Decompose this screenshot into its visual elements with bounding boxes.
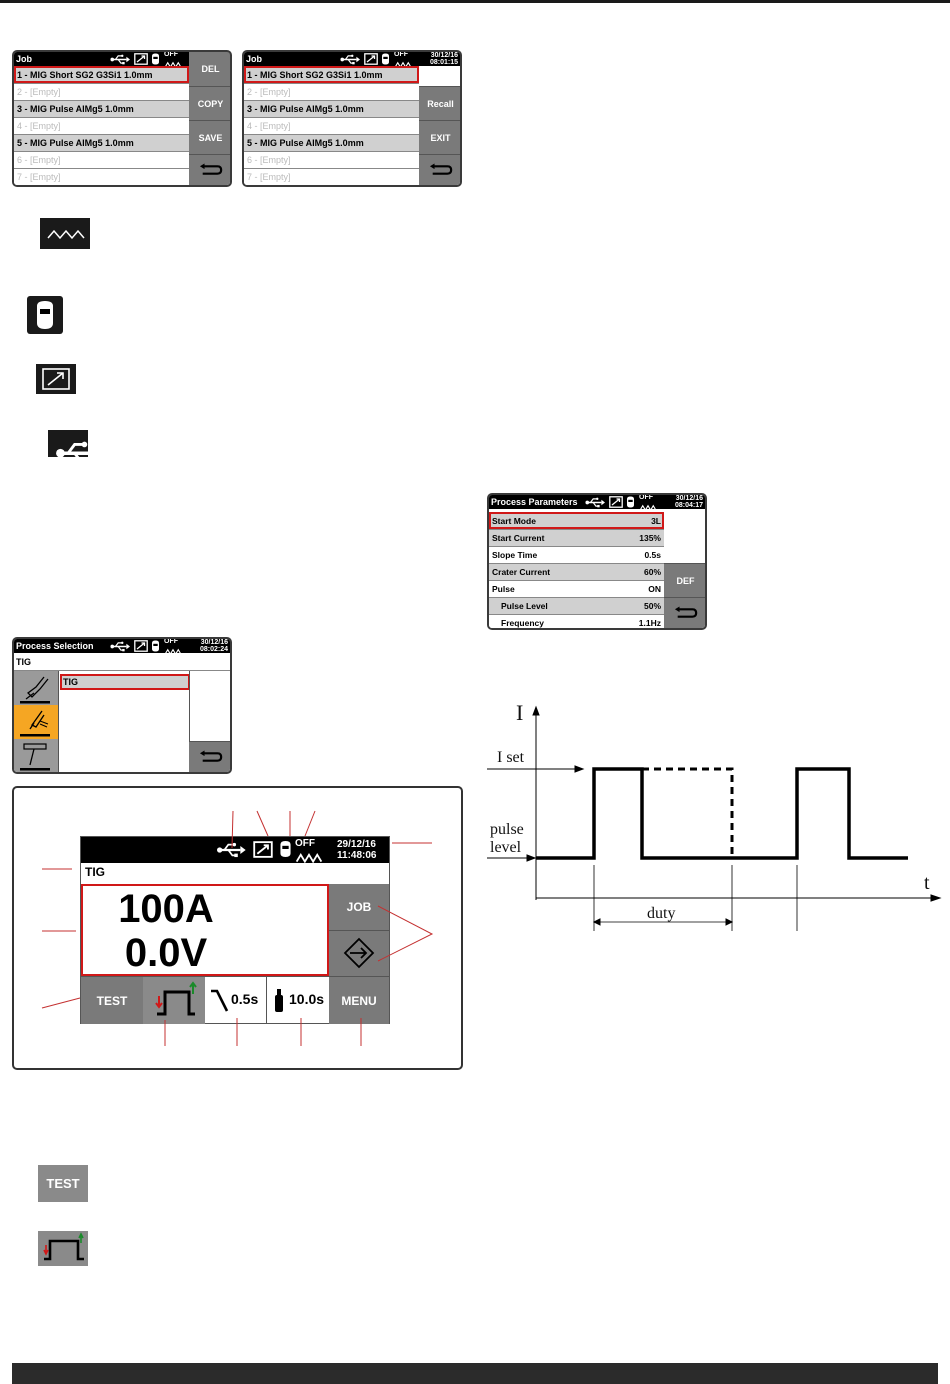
job-item-4[interactable]: 4 - [Empty] xyxy=(14,117,189,134)
exit-button[interactable]: EXIT xyxy=(419,120,462,154)
datetime xyxy=(200,639,228,653)
test-legend-icon: TEST xyxy=(38,1165,88,1202)
pulse-level-arrow xyxy=(527,855,535,861)
status-off: OFF xyxy=(164,51,178,58)
title-bar xyxy=(14,639,230,653)
x-axis-label: t xyxy=(924,872,930,894)
job-item-1[interactable]: 1 - MIG Short SG2 G3Si1 1.0mm xyxy=(244,66,419,83)
job-item-4[interactable]: 4 - [Empty] xyxy=(244,117,419,134)
duty-arrow-left xyxy=(594,919,600,925)
param-label: Pulse Level xyxy=(501,601,548,611)
date: 30/12/16 xyxy=(430,52,458,59)
x-axis-arrow xyxy=(931,895,940,901)
status-off: OFF xyxy=(164,638,178,645)
time: 11:48:06 xyxy=(337,850,377,861)
process-label: TIG xyxy=(85,865,105,879)
voltage-readout: 0.0V xyxy=(124,931,208,975)
job-item-7[interactable]: 7 - [Empty] xyxy=(244,168,419,185)
param-value: 1.1Hz xyxy=(638,618,661,628)
i-set-arrow xyxy=(575,766,583,772)
status-off: OFF xyxy=(394,51,408,58)
status-off: OFF xyxy=(639,494,653,501)
param-value: 60% xyxy=(643,567,661,577)
helmet-icon xyxy=(626,496,635,512)
save-button[interactable]: SAVE xyxy=(189,120,232,154)
date: 30/12/16 xyxy=(675,495,703,502)
trigger-legend-icon xyxy=(38,1231,88,1266)
y-axis-label: I xyxy=(516,700,524,725)
gas-value: 10.0s xyxy=(289,991,325,1007)
param-value: ON xyxy=(648,584,661,594)
job-item-3[interactable]: 3 - MIG Pulse AlMg5 1.0mm xyxy=(244,100,419,117)
param-frequency[interactable] xyxy=(489,614,664,630)
process-selection-screen xyxy=(12,637,232,774)
job-item-6[interactable]: 6 - [Empty] xyxy=(244,151,419,168)
screen-title: Job xyxy=(246,54,263,64)
top-rule xyxy=(0,0,950,3)
param-value: 3L xyxy=(651,516,661,526)
recall-button[interactable]: Recall xyxy=(419,86,462,120)
pulse-waveform xyxy=(536,769,908,858)
screen-title: Job xyxy=(16,54,33,64)
i-set-label: I set xyxy=(497,749,525,766)
job-item-3[interactable]: 3 - MIG Pulse AlMg5 1.0mm xyxy=(14,100,189,117)
date: 30/12/16 xyxy=(200,639,228,646)
job-item-1[interactable]: 1 - MIG Short SG2 G3Si1 1.0mm xyxy=(14,66,189,83)
back-button[interactable] xyxy=(664,597,707,630)
copy-button[interactable]: COPY xyxy=(189,86,232,120)
def-button[interactable]: DEF xyxy=(664,563,707,597)
usb-legend-icon xyxy=(48,430,88,457)
time: 08:04:17 xyxy=(674,502,703,509)
pulse-level-label xyxy=(490,821,524,857)
welding-helmet-icon xyxy=(27,296,63,334)
job-button[interactable]: JOB xyxy=(329,884,389,930)
param-start-current[interactable] xyxy=(489,529,664,546)
remote-icon xyxy=(609,496,623,512)
test-button[interactable]: TEST xyxy=(81,976,143,1024)
job-screen-recall xyxy=(242,50,462,187)
back-button[interactable] xyxy=(419,154,462,187)
blank-button xyxy=(189,671,232,741)
job-item-5[interactable]: 5 - MIG Pulse AlMg5 1.0mm xyxy=(14,134,189,151)
datetime xyxy=(675,495,703,509)
param-slope-time[interactable] xyxy=(489,546,664,563)
screen-title: Process Parameters xyxy=(491,497,578,507)
param-value: 0.5s xyxy=(644,550,661,560)
slope-value: 0.5s xyxy=(231,991,259,1007)
usb-icon xyxy=(585,497,605,512)
job-item-2[interactable]: 2 - [Empty] xyxy=(244,83,419,100)
screen-title: Process Selection xyxy=(16,641,94,651)
param-pulse-level[interactable] xyxy=(489,597,664,614)
datetime xyxy=(430,52,458,66)
param-label: Start Mode xyxy=(492,516,536,526)
pulse-level-line2: level xyxy=(490,839,522,856)
remote-control-icon xyxy=(36,364,76,394)
back-arrow-icon xyxy=(429,163,453,179)
job-item-5[interactable]: 5 - MIG Pulse AlMg5 1.0mm xyxy=(244,134,419,151)
back-arrow-icon xyxy=(674,606,698,622)
pulse-waveform-dashed xyxy=(642,769,732,858)
y-axis-arrow xyxy=(533,707,539,715)
tig-torch-icon[interactable] xyxy=(14,705,58,740)
param-value: 135% xyxy=(639,533,661,543)
duty-label: duty xyxy=(647,905,676,922)
param-value: 50% xyxy=(643,601,661,611)
job-item-6[interactable]: 6 - [Empty] xyxy=(14,151,189,168)
back-arrow-icon xyxy=(199,750,223,766)
mma-electrode-icon[interactable] xyxy=(14,739,58,774)
title-bar xyxy=(244,52,460,66)
param-label: Start Current xyxy=(492,533,545,543)
time: 08:02:24 xyxy=(199,646,228,653)
title-bar xyxy=(489,495,705,509)
param-crater-current[interactable] xyxy=(489,563,664,580)
job-screen-save xyxy=(12,50,232,187)
del-button[interactable]: DEL xyxy=(189,52,232,86)
param-label: Slope Time xyxy=(492,550,538,560)
footer-bar xyxy=(12,1363,938,1384)
param-start-mode[interactable] xyxy=(489,512,664,529)
callout-lines xyxy=(0,786,463,1070)
status-off: OFF xyxy=(295,838,315,849)
pulse-wave-icon xyxy=(40,218,90,249)
menu-button[interactable]: MENU xyxy=(329,976,389,1024)
pulse-level-line1: pulse xyxy=(490,821,524,838)
back-button[interactable] xyxy=(189,154,232,187)
param-label: Frequency xyxy=(501,618,544,628)
current-process-label: TIG xyxy=(14,653,230,671)
back-arrow-icon xyxy=(199,163,223,179)
job-item-7[interactable]: 7 - [Empty] xyxy=(14,168,189,185)
param-label: Crater Current xyxy=(492,567,551,577)
job-item-2[interactable]: 2 - [Empty] xyxy=(14,83,189,100)
blank-button xyxy=(664,509,707,563)
process-item-tig[interactable]: TIG xyxy=(60,674,190,690)
blank-button xyxy=(419,66,462,86)
mig-torch-icon[interactable] xyxy=(14,671,58,706)
duty-arrow-right xyxy=(726,919,732,925)
param-label: Pulse xyxy=(492,584,515,594)
time: 08:01:15 xyxy=(429,59,458,66)
pulse-diagram xyxy=(485,695,945,935)
date: 29/12/16 xyxy=(337,839,376,850)
current-readout: 100A xyxy=(118,887,214,931)
process-parameters-screen xyxy=(487,493,707,630)
param-pulse[interactable] xyxy=(489,580,664,597)
back-button[interactable] xyxy=(189,741,232,774)
